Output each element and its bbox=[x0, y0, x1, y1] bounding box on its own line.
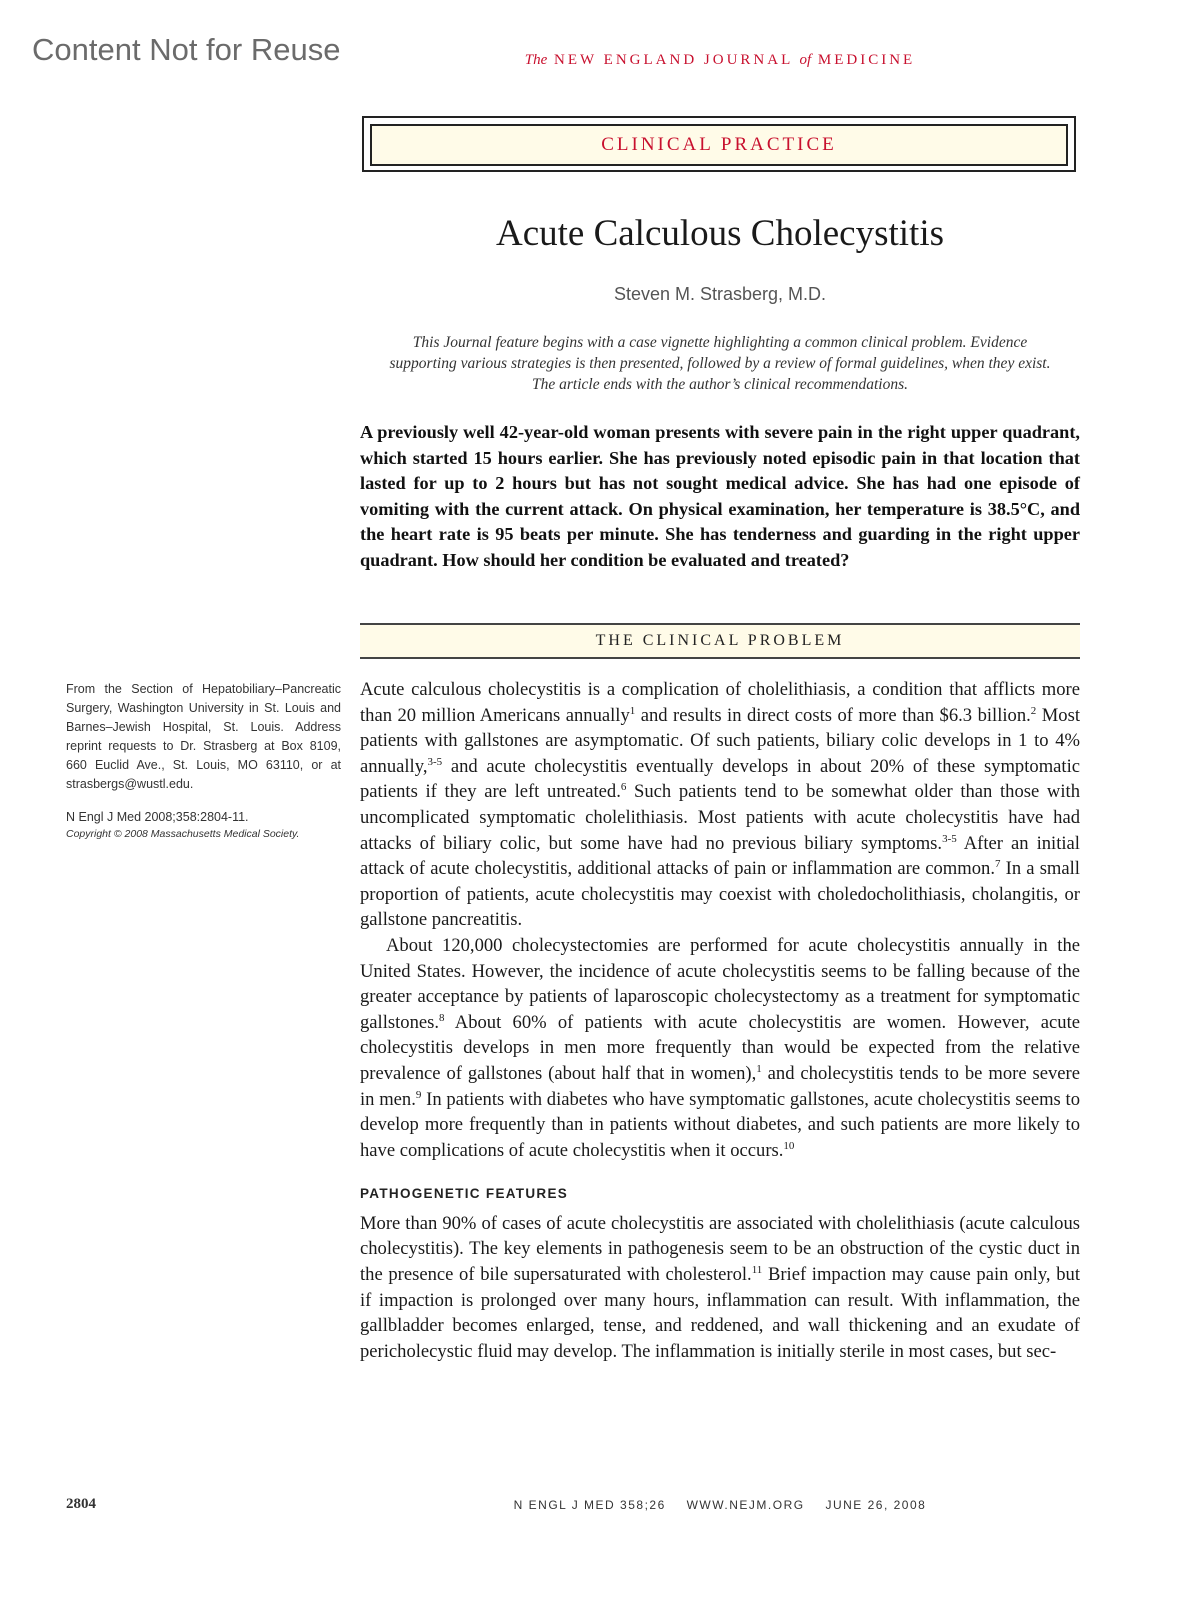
copyright: Copyright © 2008 Massachusetts Medical Society. bbox=[66, 828, 300, 840]
reference-superscript: 1 bbox=[756, 1062, 762, 1075]
affiliation-text: From the Section of Hepatobiliary–Pancreatic Surgery, Washington University in St. Louis and Barnes–Jewish Hospital, St. Louis. Address reprint requests to Dr. Strasberg at Box 8109, 660 Euclid Ave., St. Louis, MO 63110, or at strasbergs@wustl.edu. bbox=[66, 682, 341, 791]
footer-journal: N ENGL J MED 358;26 bbox=[513, 1498, 666, 1512]
paragraph: More than 90% of cases of acute cholecystitis are associated with cholelithiasis (acute calculous cholecystitis). The key elements in pathogenesis seem to be an obstruction of the cystic duct in the presence of bile supersaturated with cholesterol.$^{11}$ Brief impaction may cause pain only, but if impaction is prolonged over many hours, inflammation can result. With inflammation, the gallbladder becomes enlarged, tense, and reddened, and wall thickening and an exudate of pericholecystic fluid may develop. The inflammation is initially sterile in most cases, but sec- bbox=[360, 1212, 1080, 1362]
masthead-of: of bbox=[799, 52, 812, 68]
watermark: Content Not for Reuse bbox=[32, 32, 341, 67]
subsection-heading: PATHOGENETIC FEATURES bbox=[360, 1186, 569, 1202]
section-banner-label: CLINICAL PRACTICE bbox=[370, 124, 1068, 166]
reference-superscript: 3-5 bbox=[427, 755, 443, 768]
page-footer bbox=[360, 1498, 1080, 1512]
paragraph: About 120,000 cholecystectomies are performed for acute cholecystitis annually in the United States. However, the incidence of acute cholecystitis seems to be falling because of the greater acceptance by patients of laparoscopic cholecystectomy as a treatment for symptomatic gallstones.$^8$ About 60% of patients with acute cholecystitis are women. However, acute cholecystitis develops in men more frequently than would be expected from the relative prevalence of gallstones (about half that in women),$^1$ and cholecystitis tends to be more severe in men.$^9$ In patients with diabetes who have symptomatic gallstones, acute cholecystitis seems to develop more frequently than in patients without diabetes, and such patients are more likely to have complications of acute cholecystitis when it occurs.$^{10}$ bbox=[360, 934, 1080, 1161]
article-author: Steven M. Strasberg, M.D. bbox=[613, 284, 827, 304]
masthead-the: The bbox=[524, 52, 548, 68]
reference-superscript: 9 bbox=[415, 1088, 422, 1101]
reference-superscript: 6 bbox=[620, 781, 627, 794]
footer-date: JUNE 26, 2008 bbox=[825, 1498, 927, 1512]
masthead-name-1: NEW ENGLAND JOURNAL bbox=[554, 52, 793, 68]
citation: N Engl J Med 2008;358:2804-11. bbox=[66, 810, 249, 824]
article-title: Acute Calculous Cholecystitis bbox=[495, 213, 945, 254]
section-banner bbox=[362, 116, 1076, 172]
reference-superscript: 3-5 bbox=[942, 832, 957, 845]
reference-superscript: 11 bbox=[751, 1263, 763, 1276]
reference-superscript: 7 bbox=[994, 857, 1001, 870]
paragraph: Acute calculous cholecystitis is a complication of cholelithiasis, a condition that afflicts more than 20 million Americans annually$^1$ and results in direct costs of more than $6.3 billion.$^2$ Most patients with gallstones are asymptomatic. Of such patients, biliary colic develops in 1 to 4% annually,$^{3-5}$ and acute cholecystitis eventually develops in about 20% of these symptomatic patients if they are left untreated.$^6$ Such patients tend to be somewhat older than those with uncomplicated symptomatic cholelithiasis. Most patients with acute cholecystitis have had attacks of biliary colic, but some have had no previous biliary symptoms.$^{3-5}$ After an initial attack of acute cholecystitis, additional attacks of pain or inflammation are common.$^7$ In a small proportion of patients, acute cholecystitis may coexist with choledocholithiasis, cholangitis, or gallstone pancreatitis. bbox=[360, 679, 1080, 931]
masthead-name-2: MEDICINE bbox=[817, 52, 916, 68]
section-heading-clinical-problem: THE CLINICAL PROBLEM bbox=[360, 623, 1080, 659]
author-affiliation-sidebar bbox=[66, 680, 341, 842]
footer-site: WWW.NEJM.ORG bbox=[686, 1498, 805, 1512]
article-body bbox=[360, 677, 1080, 1364]
reference-superscript: 8 bbox=[439, 1011, 445, 1024]
page-number: 2804 bbox=[66, 1496, 96, 1512]
journal-masthead bbox=[360, 52, 1080, 69]
reference-superscript: 1 bbox=[629, 704, 636, 717]
reference-superscript: 2 bbox=[1030, 704, 1037, 717]
case-vignette: A previously well 42-year-old woman presents with severe pain in the right upper quadrant, which started 15 hours earlier. She has previously noted episodic pain in that location that lasted for up to 2 hours but has not sought medical advice. She has had one episode of vomiting with the current attack. On physical examination, her temperature is 38.5°C, and the heart rate is 95 beats per minute. She has tenderness and guarding in the right upper quadrant. How should her condition be evaluated and treated? bbox=[360, 422, 1080, 570]
feature-intro: This Journal feature begins with a case vignette highlighting a common clinical problem. Evidence supporting various strategies is then presented, followed by a review of formal guidelines, when they exist. The article ends with the author’s clinical recommendations. bbox=[389, 334, 1051, 393]
reference-superscript: 10 bbox=[783, 1139, 795, 1152]
